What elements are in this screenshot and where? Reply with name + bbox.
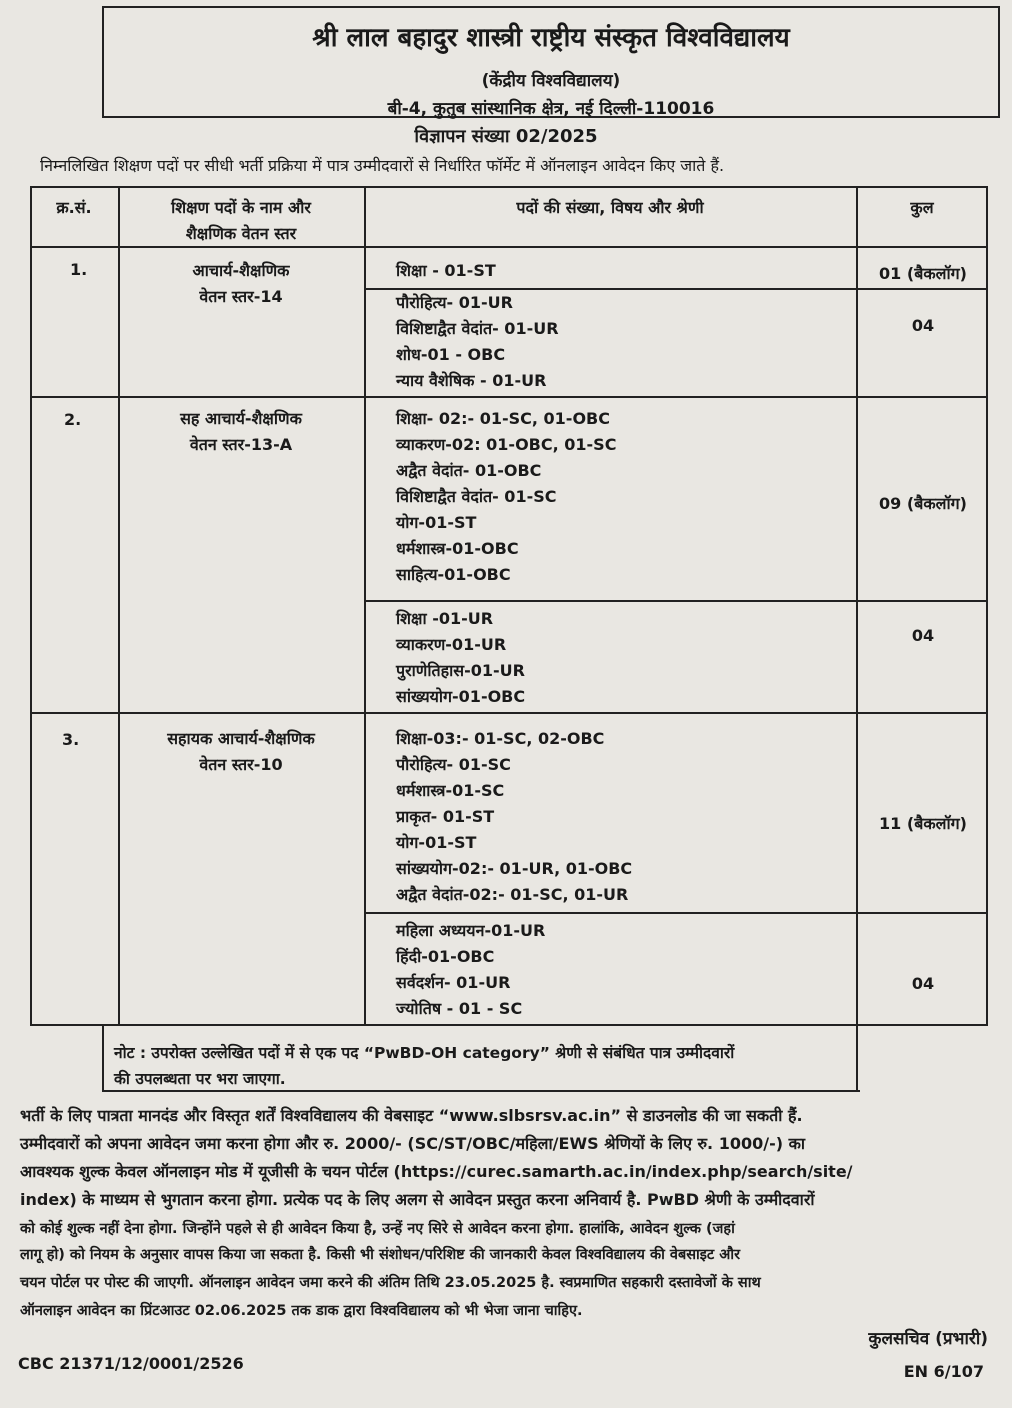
row1-seg2-line: शोध-01 - OBC [396, 345, 506, 364]
body-line-5: को कोई शुल्क नहीं देना होगा. जिन्होंने पहले से ही आवेदन किया है, उन्हें नए सिरे से आवेदन करना होगा. हालांकि, आवेदन शुल्क (जहां [20, 1221, 735, 1237]
col-divider-2 [364, 186, 366, 1026]
body-line-4: index) के माध्यम से भुगतान करना होगा. प्रत्येक पद के लिए अलग से आवेदन प्रस्तुत करना अनिवार्य है. PwBD श्रेणी के उम्मीदवारों [20, 1190, 815, 1209]
row2-seg1-line: व्याकरण-02: 01-OBC, 01-SC [396, 435, 617, 454]
row2-seg1-line: शिक्षा- 02:- 01-SC, 01-OBC [396, 409, 610, 428]
university-address: बी-4, कुतुब सांस्थानिक क्षेत्र, नई दिल्ली-110016 [387, 99, 715, 119]
body-line-3: आवश्यक शुल्क केवल ऑनलाइन मोड में यूजीसी के चयन पोर्टल (https://curec.samarth.ac.in/index.php/search/site/ [20, 1162, 853, 1181]
row1-seg1 [396, 258, 496, 284]
row2-post-line1: सह आचार्य-शैक्षणिक [180, 409, 302, 428]
row1-sno: 1. [70, 260, 88, 279]
row3-post [118, 726, 364, 778]
row3-seg1-line: प्राकृत- 01-ST [396, 807, 495, 826]
row2-seg2-total: 04 [911, 626, 935, 645]
body-line-8: ऑनलाइन आवेदन का प्रिंटआउट 02.06.2025 तक डाक द्वारा विश्वविद्यालय को भी भेजा जाना चाहिए. [20, 1303, 583, 1319]
row2-seg1 [396, 406, 616, 588]
row3-seg2-line: महिला अध्ययन-01-UR [396, 921, 546, 940]
col-left-border [30, 186, 32, 1026]
row2-seg1-line: विशिष्टाद्वैत वेदांत- 01-SC [396, 487, 557, 506]
cbc-code: CBC 21371/12/0001/2526 [18, 1354, 244, 1373]
intro-text: निम्नलिखित शिक्षण पदों पर सीधी भर्ती प्रक्रिया में पात्र उम्मीदवारों से निर्धारित फॉर्मेट में ऑनलाइन आवेदन किए जाते हैं. [40, 156, 725, 175]
header-box [102, 6, 1000, 118]
row3-seg1-line: अद्वैत वेदांत-02:- 01-SC, 01-UR [396, 885, 629, 904]
row1-seg2-line: न्याय वैशेषिक - 01-UR [396, 371, 547, 390]
row2-seg2-line: व्याकरण-01-UR [396, 635, 507, 654]
advertisement-number: विज्ञापन संख्या 02/2025 [414, 126, 598, 147]
header-post-line1: शिक्षण पदों के नाम और [171, 198, 311, 217]
signature-registrar: कुलसचिव (प्रभारी) [868, 1329, 988, 1349]
row2-seg1-line: योग-01-ST [396, 513, 477, 532]
seg-divider-3 [364, 912, 988, 914]
row3-seg1-line: धर्मशास्त्र-01-SC [396, 781, 505, 800]
row3-post-line1: सहायक आचार्य-शैक्षणिक [167, 729, 315, 748]
note-line2: की उपलब्धता पर भरा जाएगा. [114, 1070, 286, 1088]
row2-post [118, 406, 364, 458]
row3-seg2-total: 04 [911, 974, 935, 993]
row1-seg1-total: 01 (बैकलॉग) [879, 264, 967, 283]
row1-seg2-line: पौरोहित्य- 01-UR [396, 293, 513, 312]
row3-seg1-total: 11 (बैकलॉग) [879, 814, 967, 833]
row3-seg2-line: हिंदी-01-OBC [396, 947, 495, 966]
row3-seg1-line: शिक्षा-03:- 01-SC, 02-OBC [396, 729, 605, 748]
row-divider-1 [30, 396, 988, 398]
row1-seg2-total: 04 [911, 316, 935, 335]
header-divider [30, 246, 988, 248]
row1-seg2-line: विशिष्टाद्वैत वेदांत- 01-UR [396, 319, 559, 338]
row3-seg2-line: ज्योतिष - 01 - SC [396, 999, 523, 1018]
row2-seg1-total: 09 (बैकलॉग) [879, 494, 967, 513]
row-divider-2 [30, 712, 988, 714]
col-right-border [986, 186, 988, 1026]
en-code: EN 6/107 [903, 1362, 984, 1381]
row2-seg1-line: साहित्य-01-OBC [396, 565, 511, 584]
row2-seg2-line: शिक्षा -01-UR [396, 609, 494, 628]
seg-divider-2 [364, 600, 988, 602]
row3-seg1 [396, 726, 632, 908]
university-title: श्री लाल बहादुर शास्त्री राष्ट्रीय संस्कृत विश्वविद्यालय [312, 23, 790, 53]
row3-seg1-line: पौरोहित्य- 01-SC [396, 755, 511, 774]
row1-post [118, 258, 364, 310]
table-note [114, 1040, 854, 1092]
row1-post-line1: आचार्य-शैक्षणिक [192, 261, 290, 280]
row1-post-line2: वेतन स्तर-14 [199, 287, 283, 306]
header-total: कुल [910, 198, 934, 217]
table-border-top [30, 186, 988, 188]
row2-seg1-line: धर्मशास्त्र-01-OBC [396, 539, 519, 558]
note-line1: नोट : उपरोक्त उल्लेखित पदों में से एक पद “PwBD-OH category” श्रेणी से संबंधित पात्र उम्मीदवारों [114, 1044, 735, 1062]
header-post-line2: शैक्षणिक वेतन स्तर [185, 224, 297, 243]
row3-sno: 3. [62, 730, 80, 749]
row3-seg2 [396, 918, 545, 1022]
row3-seg1-line: योग-01-ST [396, 833, 477, 852]
row1-seg2 [396, 290, 559, 394]
body-line-1: भर्ती के लिए पात्रता मानदंड और विस्तृत शर्तें विश्वविद्यालय की वेबसाइट “www.slbsrsv.ac.in” से डाउनलोड की जा सकती हैं. [20, 1106, 803, 1125]
body-line-7: चयन पोर्टल पर पोस्ट की जाएगी. ऑनलाइन आवेदन जमा करने की अंतिम तिथि 23.05.2025 है. स्वप्रमाणित सहकारी दस्तावेजों के साथ [20, 1275, 761, 1291]
header-details: पदों की संख्या, विषय और श्रेणी [516, 198, 704, 217]
row-divider-3 [30, 1024, 988, 1026]
header-sno: क्र.सं. [56, 198, 92, 217]
row2-seg1-line: अद्वैत वेदांत- 01-OBC [396, 461, 542, 480]
col-divider-1 [118, 186, 120, 1026]
row3-seg1-line: सांख्ययोग-02:- 01-UR, 01-OBC [396, 859, 633, 878]
row3-post-line2: वेतन स्तर-10 [199, 755, 283, 774]
row2-sno: 2. [64, 410, 82, 429]
body-line-2: उम्मीदवारों को अपना आवेदन जमा करना होगा और रु. 2000/- (SC/ST/OBC/महिला/EWS श्रेणियों के लिए रु. 1000/-) का [20, 1134, 806, 1153]
row1-seg1-line: शिक्षा - 01-ST [396, 261, 496, 280]
row3-seg2-line: सर्वदर्शन- 01-UR [396, 973, 511, 992]
note-left-border [102, 1024, 104, 1092]
row2-seg2-line: सांख्ययोग-01-OBC [396, 687, 526, 706]
body-line-6: लागू हो) को नियम के अनुसार वापस किया जा सकता है. किसी भी संशोधन/परिशिष्ट की जानकारी केवल विश्वविद्यालय की वेबसाइट और [20, 1247, 741, 1263]
university-subtitle: (केंद्रीय विश्वविद्यालय) [481, 71, 621, 91]
row2-seg2 [396, 606, 525, 710]
row2-post-line2: वेतन स्तर-13-A [189, 435, 293, 454]
row2-seg2-line: पुराणेतिहास-01-UR [396, 661, 525, 680]
